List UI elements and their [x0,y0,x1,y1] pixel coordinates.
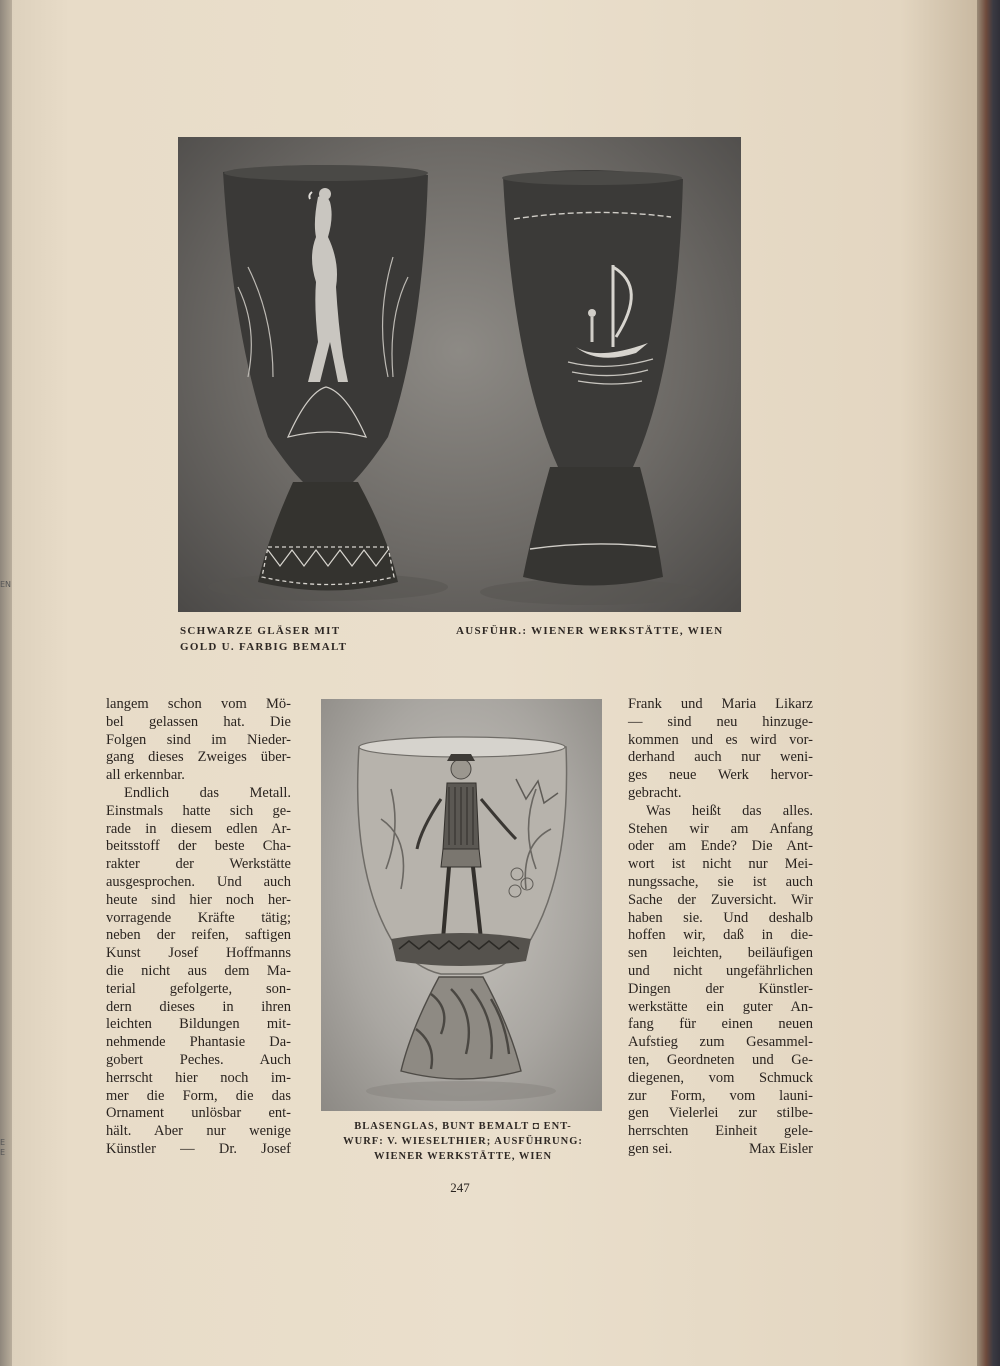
text-line: Sache der Zuversicht. Wir [628,891,813,908]
text-line: Endlich das Metall. [124,784,291,801]
left-page-fragment-upper: EN [0,580,12,589]
text-line: leichten Bildungen mit- [106,1016,291,1033]
text-line: Stehen wir am Anfang [628,820,813,837]
text-line: nehmende Phantasie Da- [106,1034,291,1051]
photo-bubble-glass [321,699,602,1111]
text-line: ausgesprochen. Und auch [106,873,291,890]
text-line: bel gelassen hat. Die [106,713,291,730]
text-line: terial gefolgerte, son- [106,980,291,997]
book-cover-edge [977,0,1000,1366]
text-line: sen leichten, beiläufigen [628,945,813,962]
text-line: rakter der Werkstätte [106,856,291,873]
text-line: wort ist nicht nur Mei- [628,856,813,873]
text-line: neben der reifen, saftigen [106,927,291,944]
text-line: hält. Aber nur wenige [106,1123,291,1140]
text-line: all erkennbar. [106,767,185,784]
caption-line: SCHWARZE GLÄSER MIT [180,625,341,637]
text-line: ten, Geordneten und Ge- [628,1051,813,1068]
text-line: nungssache, sie ist auch [628,873,813,890]
text-line: gang dieses Zweiges über- [106,749,291,766]
closing-line [628,1141,813,1159]
text-line: und nicht ungefährlichen [628,962,813,979]
text-line: dern dieses in ihren [106,998,291,1015]
text-line: oder am Ende? Die Ant- [628,838,813,855]
author-signature: Max Eisler [748,1140,813,1157]
text-line: Folgen sind im Nieder- [106,731,291,748]
text-line: gen Vielerlei zur stilbe- [628,1105,813,1122]
text-line: heute sind hier noch her- [106,891,291,908]
caption-line: BLASENGLAS, BUNT BEMALT ◘ ENT- [354,1121,572,1132]
text-line: haben sie. Und deshalb [628,909,813,926]
text-line: rade in diesem edlen Ar- [106,820,291,837]
closing-text: gen sei. [628,1140,673,1157]
text-line: Dingen der Künstler- [628,980,813,997]
text-line: zur Form, vom launi- [628,1087,813,1104]
text-line: Einstmals hatte sich ge- [106,802,291,819]
text-line: Was heißt das alles. [646,802,813,819]
caption-black-glasses-description [180,623,400,655]
text-line: gebracht. [628,784,682,801]
text-line: beitsstoff der beste Cha- [106,838,291,855]
left-page-edge [0,0,12,1366]
text-line: kommen und es wird vor- [628,731,813,748]
text-line: Künstler — Dr. Josef [106,1140,291,1157]
caption-bubble-glass [318,1119,608,1164]
text-line: derhand auch nur weni- [628,749,813,766]
text-column-right [628,696,813,1159]
text-line: Frank und Maria Likarz [628,696,813,712]
text-line: werkstätte ein guter An- [628,998,813,1015]
text-line: fang für einen neuen [628,1016,813,1033]
text-line: — sind neu hinzuge- [628,713,813,730]
text-line: gobert Peches. Auch [106,1051,291,1068]
caption-line: WIENER WERKSTÄTTE, WIEN [373,1151,553,1162]
caption-line: GOLD U. FARBIG BEMALT [180,641,348,653]
text-line: vorragende Kräfte tätig; [106,909,291,926]
text-line: Aufstieg zum Gesammel- [628,1034,813,1051]
page-number: 247 [450,1180,470,1195]
left-page-fragment-lower: E E [0,1138,6,1157]
text-line: die nicht aus dem Ma- [106,962,291,979]
caption-line: WURF: V. WIESELTHIER; AUSFÜHRUNG: [343,1136,583,1147]
text-line: Ornament unlösbar ent- [106,1105,291,1122]
text-line: langem schon vom Mö- [106,696,291,712]
text-line: Kunst Josef Hoffmanns [106,945,291,962]
text-line: hoffen wir, daß in die- [628,927,813,944]
caption-black-glasses-maker: AUSFÜHR.: WIENER WERKSTÄTTE, WIEN [456,625,724,637]
text-line: ges neue Werk hervor- [628,767,813,784]
text-line: herrscht hier noch im- [106,1069,291,1086]
text-column-left [106,696,291,1159]
photo-black-glasses [178,137,741,612]
text-line: diegenen, vom Schmuck [628,1069,813,1086]
text-line: herrschten Einheit gele- [628,1123,813,1140]
text-line: mer die Form, die das [106,1087,291,1104]
